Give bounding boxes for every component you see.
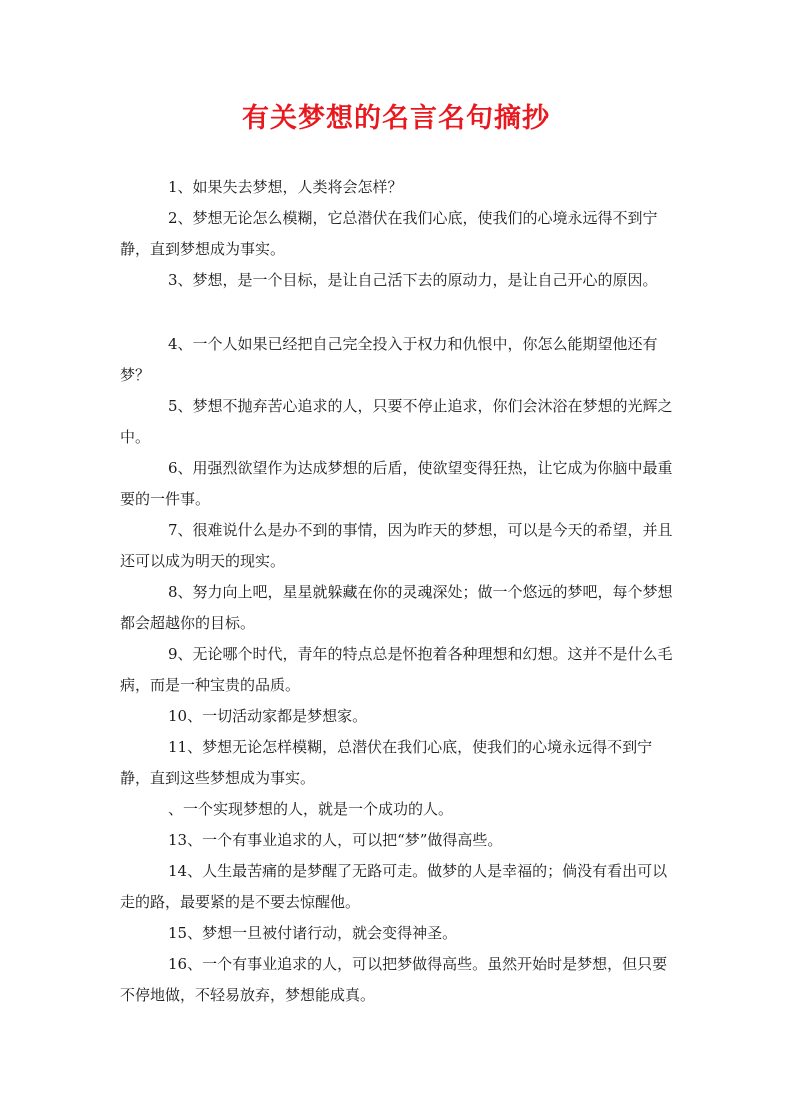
quote-item-12: 、一个实现梦想的人，就是一个成功的人。	[168, 800, 454, 818]
quote-item-3: 3、梦想，是一个目标，是让自己活下去的原动力，是让自己开心的原因。	[168, 271, 658, 289]
quote-item-8: 8、努力向上吧，星星就躲藏在你的灵魂深处；做一个悠远的梦吧，每个梦想都会超越你的目标。	[120, 583, 673, 632]
document-title: 有关梦想的名言名句摘抄	[242, 103, 550, 134]
quote-item-5: 5、梦想不抛弃苦心追求的人，只要不停止追求，你们会沐浴在梦想的光辉之中。	[120, 397, 673, 446]
quote-item-15: 15、梦想一旦被付诸行动，就会变得神圣。	[168, 924, 458, 942]
quote-item-16: 16、一个有事业追求的人，可以把梦做得高些。虽然开始时是梦想，但只要不停地做，不轻易放弃，梦想能成真。	[120, 955, 668, 1004]
paragraph-gap	[120, 296, 676, 329]
quote-item-10: 10、一切活动家都是梦想家。	[168, 707, 368, 725]
quote-item-6: 6、用强烈欲望作为达成梦想的后盾，使欲望变得狂热，让它成为你脑中最重要的一件事。	[120, 459, 673, 508]
quote-item-9: 9、无论哪个时代，青年的特点总是怀抱着各种理想和幻想。这并不是什么毛病，而是一种宝贵的品质。	[120, 645, 673, 694]
quote-item-14: 14、人生最苦痛的是梦醒了无路可走。做梦的人是幸福的；倘没有看出可以走的路，最要紧的是不要去惊醒他。	[120, 862, 668, 911]
quote-item-11: 11、梦想无论怎样模糊，总潜伏在我们心底，使我们的心境永远得不到宁静，直到这些梦想成为事实。	[120, 738, 653, 787]
quote-list	[120, 172, 676, 1011]
quote-item-1: 1、如果失去梦想，人类将会怎样？	[168, 178, 403, 196]
quote-item-4: 4、一个人如果已经把自己完全投入于权力和仇恨中，你怎么能期望他还有梦？	[120, 335, 658, 384]
quote-item-2: 2、梦想无论怎么模糊，它总潜伏在我们心底，使我们的心境永远得不到宁静，直到梦想成为事实。	[120, 209, 658, 258]
quote-item-13: 13、一个有事业追求的人，可以把“梦”做得高些。	[168, 831, 503, 849]
quote-item-7: 7、很难说什么是办不到的事情，因为昨天的梦想，可以是今天的希望，并且还可以成为明天的现实。	[120, 521, 673, 570]
